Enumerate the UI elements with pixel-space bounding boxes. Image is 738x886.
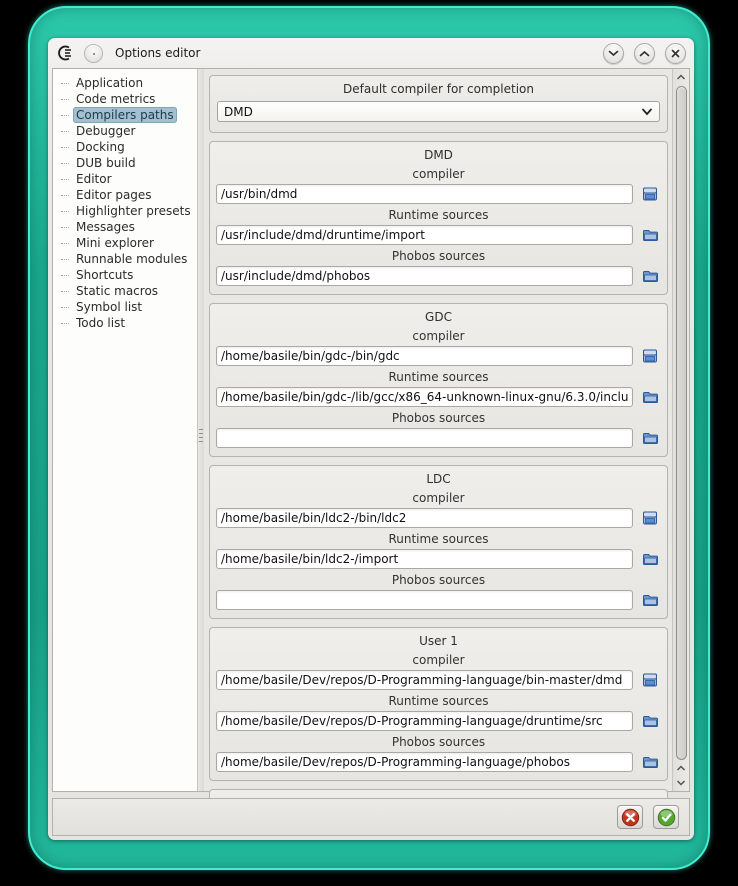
sidebar-item-code-metrics[interactable]: Code metrics bbox=[59, 91, 195, 107]
scroll-down-icon[interactable] bbox=[674, 776, 689, 789]
titlebar[interactable] bbox=[48, 38, 694, 68]
window-decoration-frame bbox=[28, 6, 710, 870]
dmd-group bbox=[209, 141, 668, 295]
compiler-label: compiler bbox=[412, 491, 465, 505]
ldc-phobos-input[interactable] bbox=[216, 590, 633, 610]
gdc-group bbox=[209, 303, 668, 457]
accept-button[interactable] bbox=[653, 805, 679, 829]
sidebar-item-compilers-paths[interactable]: Compilers paths bbox=[59, 107, 195, 123]
dmd-compiler-input[interactable] bbox=[216, 184, 633, 204]
user1-compiler-input[interactable] bbox=[216, 670, 633, 690]
group-title: GDC bbox=[425, 310, 452, 324]
sidebar-item-messages[interactable]: Messages bbox=[59, 219, 195, 235]
user1-group bbox=[209, 627, 668, 781]
runtime-sources-label: Runtime sources bbox=[388, 532, 489, 546]
main-scrollbar[interactable] bbox=[672, 69, 689, 791]
sidebar-item-shortcuts[interactable]: Shortcuts bbox=[59, 267, 195, 283]
sidebar-item-highlighter-presets[interactable]: Highlighter presets bbox=[59, 203, 195, 219]
maximize-button[interactable] bbox=[634, 43, 655, 64]
content-area bbox=[52, 68, 690, 792]
open-file-icon[interactable] bbox=[639, 670, 661, 690]
group-title: Default compiler for completion bbox=[343, 82, 534, 96]
dialog-button-bar bbox=[52, 798, 690, 836]
group-title: User 1 bbox=[419, 634, 458, 648]
scroll-up-icon[interactable] bbox=[674, 762, 689, 775]
compiler-label: compiler bbox=[412, 329, 465, 343]
gdc-compiler-input[interactable] bbox=[216, 346, 633, 366]
gdc-runtime-input[interactable] bbox=[216, 387, 633, 407]
default-compiler-group bbox=[209, 75, 668, 133]
sidebar-item-application[interactable]: Application bbox=[59, 75, 195, 91]
compiler-label: compiler bbox=[412, 653, 465, 667]
runtime-sources-label: Runtime sources bbox=[388, 370, 489, 384]
category-tree bbox=[53, 69, 198, 791]
compiler-label: compiler bbox=[412, 167, 465, 181]
open-folder-icon[interactable] bbox=[639, 266, 661, 286]
open-folder-icon[interactable] bbox=[639, 549, 661, 569]
user1-phobos-input[interactable] bbox=[216, 752, 633, 772]
open-folder-icon[interactable] bbox=[639, 590, 661, 610]
phobos-sources-label: Phobos sources bbox=[391, 735, 486, 749]
ldc-runtime-input[interactable] bbox=[216, 549, 633, 569]
compilers-paths-panel bbox=[204, 69, 672, 791]
window-title: Options editor bbox=[115, 46, 201, 60]
user1-runtime-input[interactable] bbox=[216, 711, 633, 731]
sidebar-item-symbol-list[interactable]: Symbol list bbox=[59, 299, 195, 315]
sidebar-item-static-macros[interactable]: Static macros bbox=[59, 283, 195, 299]
red-x-icon bbox=[621, 808, 640, 827]
sidebar-item-docking[interactable]: Docking bbox=[59, 139, 195, 155]
open-file-icon[interactable] bbox=[639, 346, 661, 366]
open-folder-icon[interactable] bbox=[639, 387, 661, 407]
open-file-icon[interactable] bbox=[639, 508, 661, 528]
ldc-compiler-input[interactable] bbox=[216, 508, 633, 528]
runtime-sources-label: Runtime sources bbox=[388, 208, 489, 222]
minimize-button[interactable] bbox=[603, 43, 624, 64]
group-title: DMD bbox=[424, 148, 453, 162]
scroll-up-icon[interactable] bbox=[674, 71, 689, 84]
open-folder-icon[interactable] bbox=[639, 752, 661, 772]
dmd-phobos-input[interactable] bbox=[216, 266, 633, 286]
sidebar-item-mini-explorer[interactable]: Mini explorer bbox=[59, 235, 195, 251]
options-editor-window bbox=[48, 38, 694, 840]
gdc-phobos-input[interactable] bbox=[216, 428, 633, 448]
runtime-sources-label: Runtime sources bbox=[388, 694, 489, 708]
chevron-down-icon bbox=[641, 105, 653, 119]
sidebar-item-debugger[interactable]: Debugger bbox=[59, 123, 195, 139]
green-check-icon bbox=[657, 808, 676, 827]
sidebar-item-editor[interactable]: Editor bbox=[59, 171, 195, 187]
sidebar-item-editor-pages[interactable]: Editor pages bbox=[59, 187, 195, 203]
phobos-sources-label: Phobos sources bbox=[391, 573, 486, 587]
open-folder-icon[interactable] bbox=[639, 225, 661, 245]
open-folder-icon[interactable] bbox=[639, 711, 661, 731]
open-folder-icon[interactable] bbox=[639, 428, 661, 448]
phobos-sources-label: Phobos sources bbox=[391, 411, 486, 425]
window-controls bbox=[603, 43, 686, 64]
scrollbar-thumb[interactable] bbox=[676, 86, 687, 760]
group-title: LDC bbox=[426, 472, 451, 486]
dmd-runtime-input[interactable] bbox=[216, 225, 633, 245]
sidebar-item-dub-build[interactable]: DUB build bbox=[59, 155, 195, 171]
default-compiler-select[interactable] bbox=[217, 101, 660, 122]
sidebar-item-runnable-modules[interactable]: Runnable modules bbox=[59, 251, 195, 267]
close-button[interactable] bbox=[665, 43, 686, 64]
app-icon bbox=[56, 43, 76, 63]
splitter-grip-icon bbox=[199, 429, 203, 443]
open-file-icon[interactable] bbox=[639, 184, 661, 204]
window-menu-button[interactable] bbox=[84, 44, 103, 63]
ldc-group bbox=[209, 465, 668, 619]
sidebar-item-todo-list[interactable]: Todo list bbox=[59, 315, 195, 331]
phobos-sources-label: Phobos sources bbox=[391, 249, 486, 263]
cancel-button[interactable] bbox=[617, 805, 643, 829]
combo-value: DMD bbox=[224, 104, 253, 119]
